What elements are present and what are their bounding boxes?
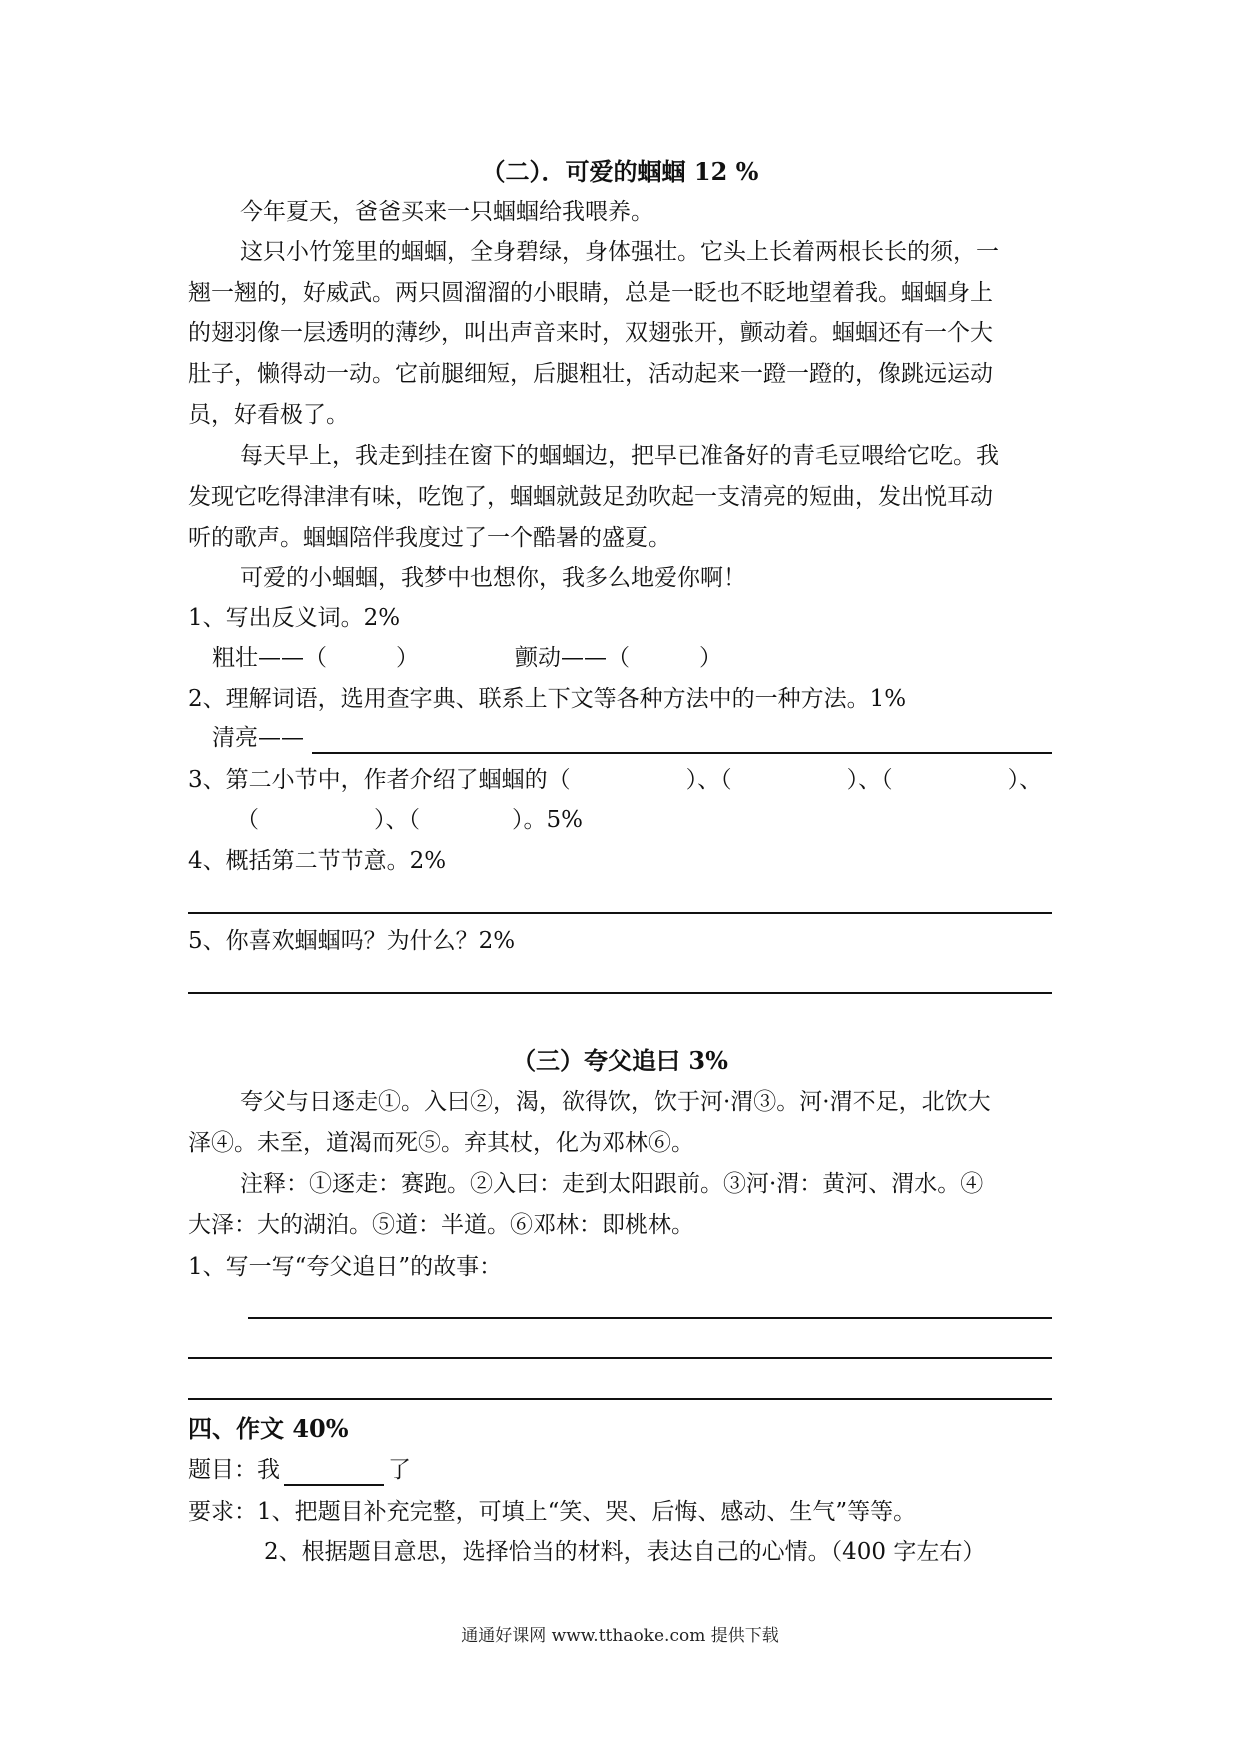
passage-line-10: 可爱的小蝈蝈，我梦中也想你，我多么地爱你啊！: [240, 565, 746, 591]
question-5: 5、你喜欢蝈蝈吗？为什么？2%: [188, 928, 516, 954]
essay-topic-blank[interactable]: [284, 1460, 384, 1486]
passage-line-6: 员，好看极了。: [188, 402, 349, 428]
passage-line-3: 翘一翘的，好威武。两只圆溜溜的小眼睛，总是一眨也不眨地望着我。蝈蝈身上: [188, 280, 993, 306]
passage-line-5: 肚子，懒得动一动。它前腿细短，后腿粗壮，活动起来一蹬一蹬的，像跳远运动: [188, 361, 993, 387]
passage-line-1: 今年夏天，爸爸买来一只蝈蝈给我喂养。: [240, 199, 654, 225]
classical-text-line-2: 泽④。未至，道渴而死⑤。弃其杖，化为邓林⑥。: [188, 1130, 694, 1156]
essay-requirement-1: 要求：1、把题目补充完整，可填上“笑、哭、后悔、感动、生气”等等。: [188, 1499, 917, 1525]
question-4: 4、概括第二节节意。2%: [188, 848, 447, 874]
answer-line-q5[interactable]: [188, 992, 1052, 994]
story-answer-line-2[interactable]: [188, 1357, 1052, 1359]
section4-title: 四、作文 40%: [188, 1414, 349, 1443]
essay-topic-prefix: 题目：我: [188, 1457, 280, 1483]
story-answer-line-1[interactable]: [248, 1317, 1052, 1319]
passage-line-7: 每天早上，我走到挂在窗下的蝈蝈边，把早已准备好的青毛豆喂给它吃。我: [240, 443, 999, 469]
passage-line-9: 听的歌声。蝈蝈陪伴我度过了一个酷暑的盛夏。: [188, 525, 671, 551]
answer-line-q4[interactable]: [188, 912, 1052, 914]
question-3-line-1: 3、第二小节中，作者介绍了蝈蝈的（ ）、（ ）、（ ）、: [188, 767, 1043, 793]
question-2-term: 清亮——: [212, 725, 304, 751]
annotation-line-2: 大泽：大的湖泊。⑤道：半道。⑥邓林：即桃林。: [188, 1212, 694, 1238]
answer-line-q2[interactable]: [312, 752, 1052, 754]
section3-title: （三）夸父追曰 3%: [512, 1046, 728, 1075]
passage-line-2: 这只小竹笼里的蝈蝈，全身碧绿，身体强壮。它头上长着两根长长的须，一: [240, 239, 999, 265]
question-2: 2、理解词语，选用查字典、联系上下文等各种方法中的一种方法。1%: [188, 686, 907, 712]
passage-line-4: 的翅羽像一层透明的薄纱，叫出声音来时，双翅张开，颤动着。蝈蝈还有一个大: [188, 320, 993, 346]
question-3-line-2: （ ）、（ ）。5%: [236, 807, 583, 833]
antonym-b: 颤动——（ ）: [515, 645, 722, 671]
essay-topic: [188, 1454, 411, 1486]
story-answer-line-3[interactable]: [188, 1398, 1052, 1400]
section3-question-1: 1、写一写“夸父追日”的故事：: [188, 1254, 503, 1280]
essay-requirement-2: 2、根据题目意思，选择恰当的材料，表达自己的心情。（400 字左右）: [264, 1539, 986, 1565]
antonym-a: 粗壮——（ ）: [212, 645, 419, 671]
annotation-line-1: 注释：①逐走：赛跑。②入曰：走到太阳跟前。③河·渭：黄河、渭水。④: [240, 1171, 984, 1197]
essay-topic-suffix: 了: [388, 1457, 411, 1483]
passage-line-8: 发现它吃得津津有味，吃饱了，蝈蝈就鼓足劲吹起一支清亮的短曲，发出悦耳动: [188, 484, 993, 510]
question-1: 1、写出反义词。2%: [188, 605, 401, 631]
section2-title: （二）．可爱的蝈蝈 12 %: [481, 157, 759, 186]
classical-text-line-1: 夸父与日逐走①。入曰②，渴，欲得饮，饮于河·渭③。河·渭不足，北饮大: [240, 1089, 991, 1115]
page-footer: 通通好课网 www.tthaoke.com 提供下载: [461, 1626, 779, 1646]
